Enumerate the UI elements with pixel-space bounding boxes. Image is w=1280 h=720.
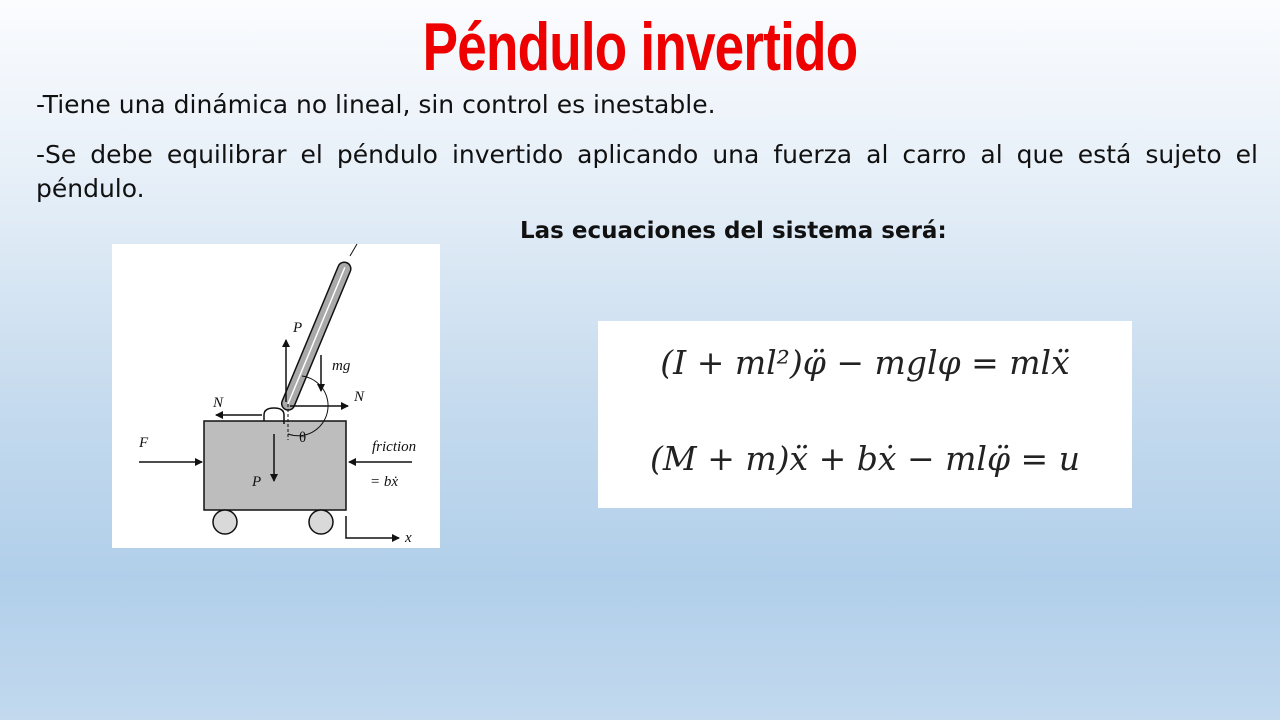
cart-wheel-right <box>309 510 333 534</box>
equations-box <box>598 321 1132 508</box>
pendulum-cart-diagram-svg <box>112 244 440 548</box>
label-force: F <box>139 435 149 451</box>
cart-wheel-left <box>213 510 237 534</box>
label-theta: θ <box>299 430 307 446</box>
label-p-bottom: P <box>252 474 262 490</box>
label-friction-eq: = bẋ <box>370 474 399 490</box>
cart-body <box>204 421 346 510</box>
label-p-top: P <box>293 320 303 336</box>
bullet-nonlinear-dynamics: -Tiene una dinámica no lineal, sin control es inestable. <box>36 90 716 119</box>
pendulum-rod <box>280 260 353 412</box>
equation-pendulum: (I + ml²)φ̈ − mglφ = mlẍ <box>660 343 1070 382</box>
label-x-axis: x <box>405 530 412 546</box>
label-n-left: N <box>213 395 224 411</box>
rod-axis-extension <box>350 244 357 256</box>
x-axis <box>346 516 399 538</box>
free-body-diagram <box>112 244 440 548</box>
slide-title: Péndulo invertido <box>422 9 858 85</box>
label-mg: mg <box>332 358 351 374</box>
equations-heading: Las ecuaciones del sistema será: <box>520 218 947 244</box>
bullet-balance-pendulum: -Se debe equilibrar el péndulo invertido aplicando una fuerza al carro al que está sujeto el péndulo. <box>36 140 1258 203</box>
label-n-right: N <box>354 389 365 405</box>
equation-cart: (M + m)ẍ + bẋ − mlφ̈ = u <box>650 439 1080 478</box>
label-friction: friction <box>372 439 417 455</box>
